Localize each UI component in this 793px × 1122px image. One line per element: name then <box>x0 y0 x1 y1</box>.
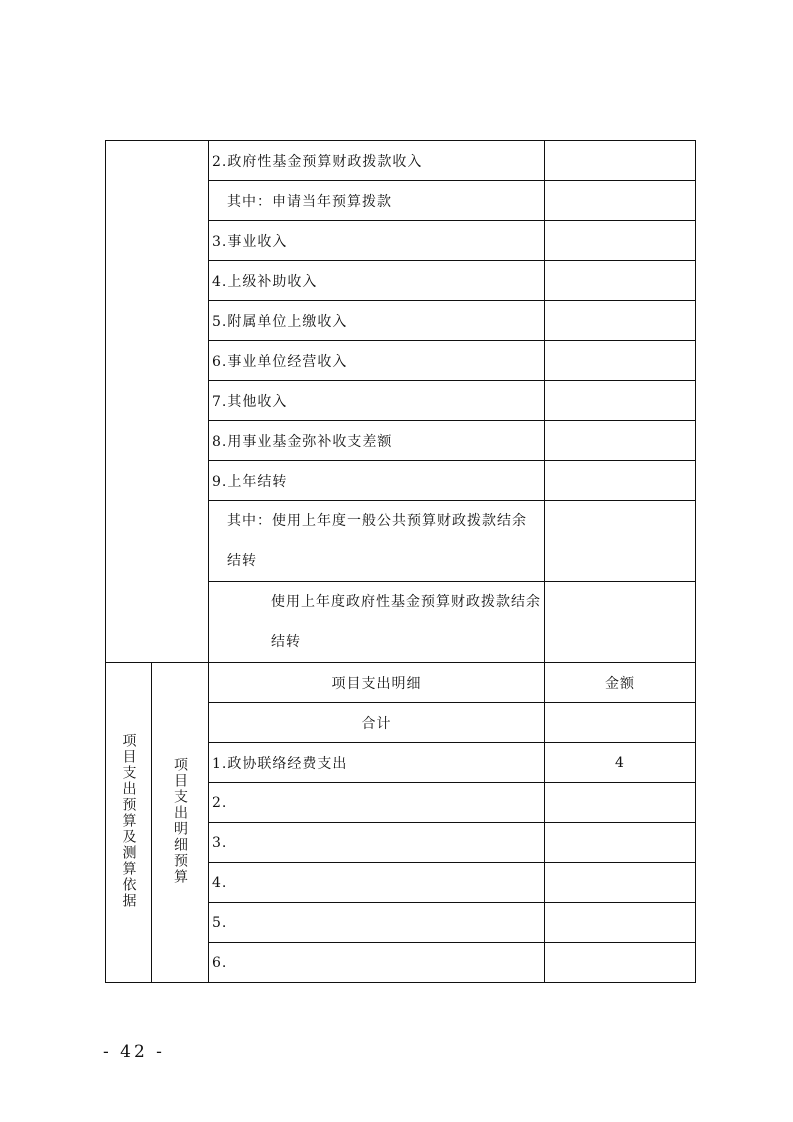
income-item: 3.事业收入 <box>209 221 545 261</box>
expense-group-label: 项目支出预算及测算依据 <box>120 732 137 909</box>
income-amount <box>545 582 696 663</box>
expense-item: 1.政协联络经费支出 <box>209 743 545 783</box>
income-item: 7.其他收入 <box>209 381 545 421</box>
income-item: 9.上年结转 <box>209 461 545 501</box>
expense-amount <box>545 943 696 983</box>
income-amount <box>545 181 696 221</box>
expense-amount <box>545 863 696 903</box>
expense-header-item: 项目支出明细 <box>209 663 545 703</box>
income-amount <box>545 221 696 261</box>
table-row <box>106 141 696 181</box>
income-amount <box>545 461 696 501</box>
income-amount <box>545 501 696 582</box>
expense-amount <box>545 783 696 823</box>
income-item: 6.事业单位经营收入 <box>209 341 545 381</box>
income-amount <box>545 421 696 461</box>
expense-total-label: 合计 <box>209 703 545 743</box>
expense-amount <box>545 903 696 943</box>
income-amount <box>545 301 696 341</box>
income-amount <box>545 261 696 301</box>
expense-sub-label-cell <box>152 663 209 983</box>
income-item: 2.政府性基金预算财政拨款收入 <box>209 141 545 181</box>
expense-amount: 4 <box>545 743 696 783</box>
table-row <box>106 663 696 703</box>
expense-total-amount <box>545 703 696 743</box>
page-number: - 42 - <box>103 1042 165 1062</box>
expense-header-amount: 金额 <box>545 663 696 703</box>
income-item: 4.上级补助收入 <box>209 261 545 301</box>
budget-table <box>105 140 696 983</box>
expense-item: 5. <box>209 903 545 943</box>
income-amount <box>545 141 696 181</box>
income-item: 使用上年度政府性基金预算财政拨款结余结转 <box>209 582 545 663</box>
expense-item: 4. <box>209 863 545 903</box>
expense-amount <box>545 823 696 863</box>
expense-item: 3. <box>209 823 545 863</box>
income-item: 其中：申请当年预算拨款 <box>209 181 545 221</box>
expense-item: 6. <box>209 943 545 983</box>
income-item: 5.附属单位上缴收入 <box>209 301 545 341</box>
income-item: 其中：使用上年度一般公共预算财政拨款结余结转 <box>209 501 545 582</box>
expense-sub-label: 项目支出明细预算 <box>172 756 188 885</box>
expense-group-label-cell <box>106 663 152 983</box>
income-amount <box>545 381 696 421</box>
income-left-blank <box>106 141 209 663</box>
income-item: 8.用事业基金弥补收支差额 <box>209 421 545 461</box>
expense-item: 2. <box>209 783 545 823</box>
income-amount <box>545 341 696 381</box>
